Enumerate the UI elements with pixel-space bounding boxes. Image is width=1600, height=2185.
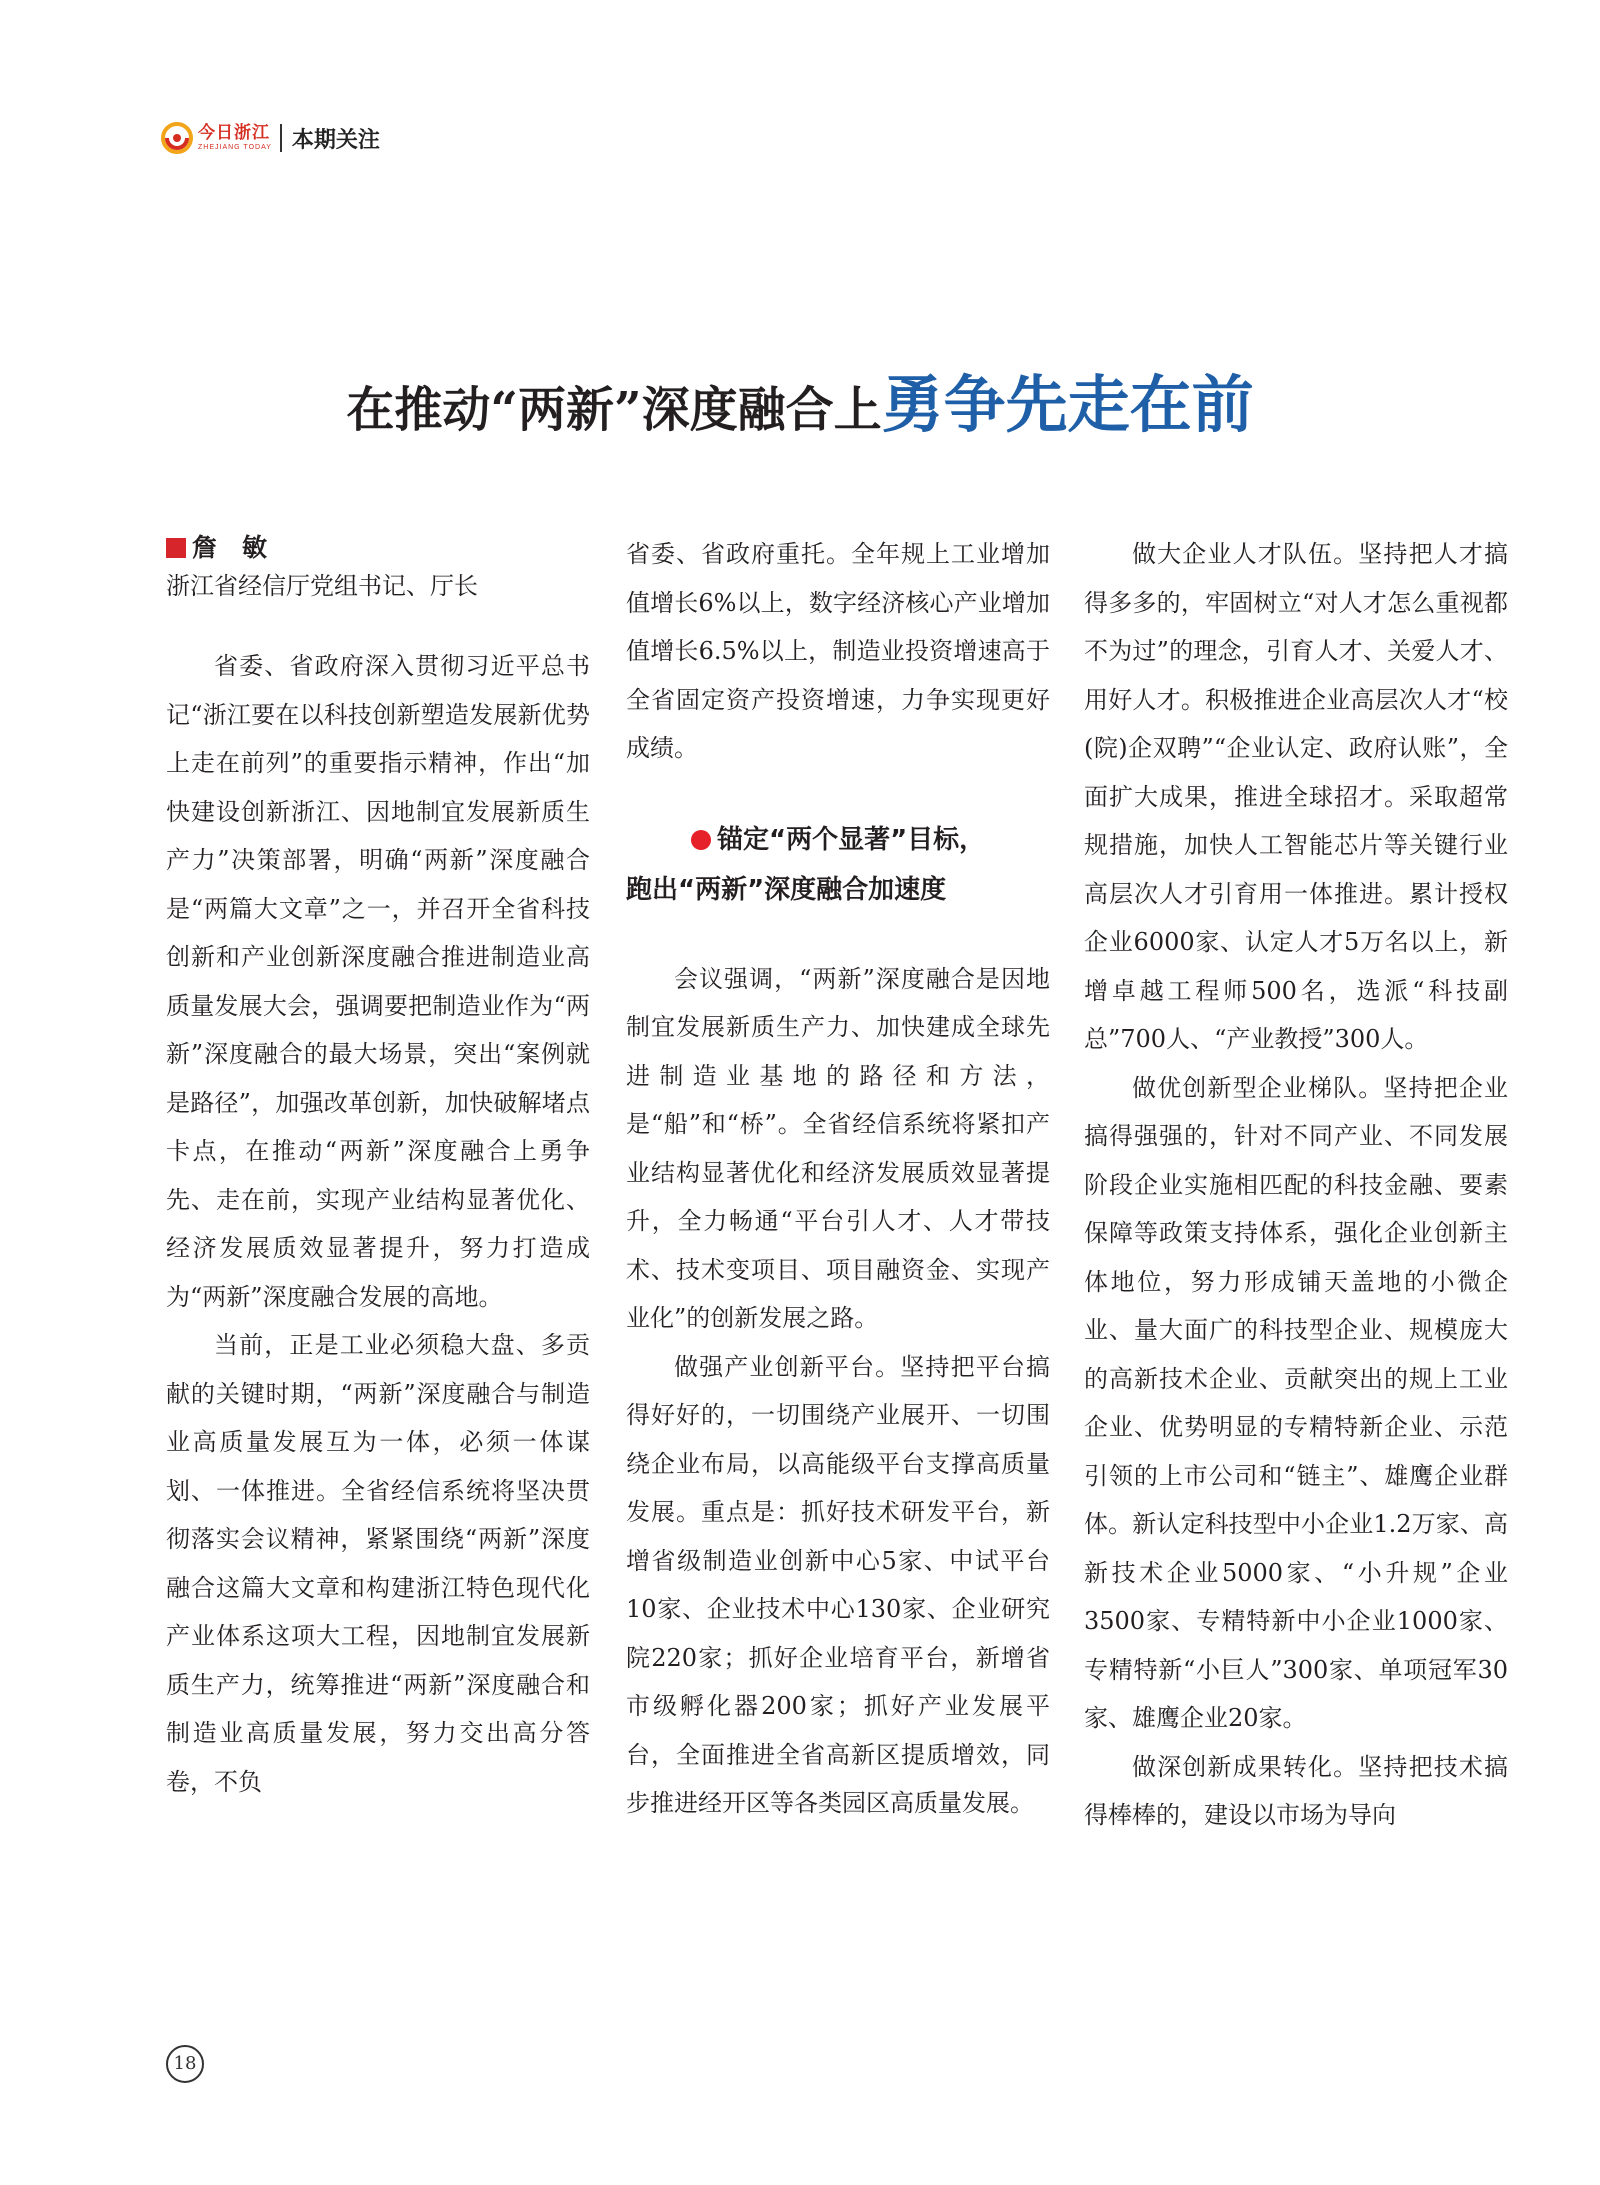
body-paragraph-2-continued: 省委、省政府重托。全年规上工业增加值增长6%以上，数字经济核心产业增加值增长6.5%以上，制造业投资增速高于全省固定资产投资增速，力争实现更好成绩。 xyxy=(626,540,1050,762)
body-paragraph-5: 做大企业人才队伍。坚持把人才搞得多多的，牢固树立“对人才怎么重视都不为过”的理念，引育人才、关爱人才、用好人才。积极推进企业高层次人才“校(院)企双聘”“企业认定、政府认账”，全面扩大成果，推进全球招才。采取超常规措施，加快人工智能芯片等关键行业高层次人才引育用一体推进。累计授权企业6000家、认定人才5万名以上，新增卓越工程师500名，选派“科技副总”700人、“产业教授”300人。 xyxy=(1084,540,1508,1053)
article-column-1 xyxy=(166,530,590,1806)
article-headline xyxy=(0,355,1600,444)
author-title: 浙江省经信厅党组书记、厅长 xyxy=(166,572,478,600)
header-divider xyxy=(280,124,282,152)
subheading-line-1: 锚定“两个显著”目标， xyxy=(717,824,986,855)
article-column-3 xyxy=(1084,530,1508,1840)
body-paragraph-2: 当前，正是工业必须稳大盘、多贡献的关键时期，“两新”深度融合与制造业高质量发展互为一体，必须一体谋划、一体推进。全省经信系统将坚决贯彻落实会议精神，紧紧围绕“两新”深度融合这篇大文章和构建浙江特色现代化产业体系这项大工程，因地制宜发展新质生产力，统筹推进“两新”深度融合和制造业高质量发展，努力交出高分答卷，不负 xyxy=(166,1331,590,1796)
author-name: 詹 敏 xyxy=(192,533,268,562)
author-byline xyxy=(166,530,590,566)
logo-swirl-icon xyxy=(160,121,194,155)
section-label: 本期关注 xyxy=(291,127,380,153)
body-paragraph-3: 会议强调，“两新”深度融合是因地制宜发展新质生产力、加快建成全球先进制造业基地的路径和方法，是“船”和“桥”。全省经信系统将紧扣产业结构显著优化和经济发展质效显著提升，全力畅通“平台引人才、人才带技术、技术变项目、项目融资金、实现产业化”的创新发展之路。 xyxy=(626,964,1050,1332)
section-subheading xyxy=(626,815,1050,915)
subheading-bullet-icon xyxy=(691,830,711,850)
body-paragraph-7: 做深创新成果转化。坚持把技术搞得棒棒的，建设以市场为导向 xyxy=(1084,1752,1508,1829)
subheading-line-2: 跑出“两新”深度融合加速度 xyxy=(626,874,947,905)
magazine-logo xyxy=(160,121,272,155)
logo-english-text: ZHEJIANG TODAY xyxy=(198,144,272,151)
logo-chinese-text: 今日浙江 xyxy=(198,123,270,143)
author-marker-icon xyxy=(166,538,186,558)
headline-part1: 在推动“两新”深度融合上 xyxy=(346,382,882,438)
page-number: 18 xyxy=(166,2045,204,2083)
article-column-2 xyxy=(626,530,1050,1828)
body-paragraph-1: 省委、省政府深入贯彻习近平总书记“浙江要在以科技创新塑造发展新优势上走在前列”的重要指示精神，作出“加快建设创新浙江、因地制宜发展新质生产力”决策部署，明确“两新”深度融合是“两篇大文章”之一，并召开全省科技创新和产业创新深度融合推进制造业高质量发展大会，强调要把制造业作为“两新”深度融合的最大场景，突出“案例就是路径”，加强改革创新，加快破解堵点卡点，在推动“两新”深度融合上勇争先、走在前，实现产业结构显著优化、经济发展质效显著提升，努力打造成为“两新”深度融合发展的高地。 xyxy=(166,652,590,1311)
page-header xyxy=(160,118,380,158)
body-paragraph-4: 做强产业创新平台。坚持把平台搞得好好的，一切围绕产业展开、一切围绕企业布局，以高能级平台支撑高质量发展。重点是：抓好技术研发平台，新增省级制造业创新中心5家、中试平台10家、企业技术中心130家、企业研究院220家；抓好企业培育平台，新增省市级孵化器200家；抓好产业发展平台，全面推进全省高新区提质增效，同步推进经开区等各类园区高质量发展。 xyxy=(626,1352,1050,1817)
headline-part2-emphasis: 勇争先走在前 xyxy=(881,368,1254,441)
body-paragraph-6: 做优创新型企业梯队。坚持把企业搞得强强的，针对不同产业、不同发展阶段企业实施相匹配的科技金融、要素保障等政策支持体系，强化企业创新主体地位，努力形成铺天盖地的小微企业、量大面广的科技型企业、规模庞大的高新技术企业、贡献突出的规上工业企业、优势明显的专精特新企业、示范引领的上市公司和“链主”、雄鹰企业群体。新认定科技型中小企业1.2万家、高新技术企业5000家、“小升规”企业3500家、专精特新中小企业1000家、专精特新“小巨人”300家、单项冠军30家、雄鹰企业20家。 xyxy=(1084,1073,1508,1732)
